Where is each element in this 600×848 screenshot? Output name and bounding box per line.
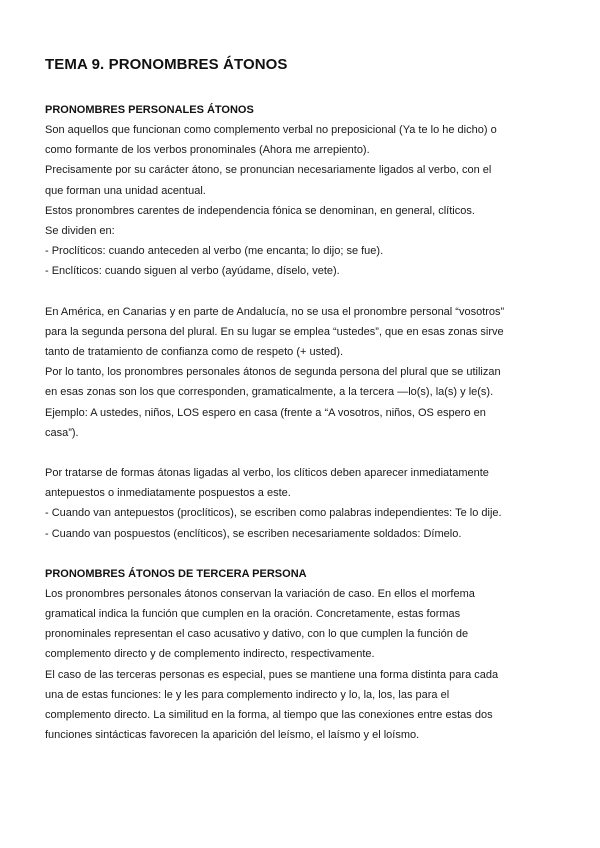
section-heading-tercera-persona: PRONOMBRES ÁTONOS DE TERCERA PERSONA — [45, 567, 307, 580]
text-line: El caso de las terceras personas es especial, pues se mantiene una forma distinta para cada — [45, 668, 499, 681]
section-heading-personales-atonos: PRONOMBRES PERSONALES ÁTONOS — [45, 104, 254, 116]
paragraph-spacer — [45, 282, 565, 302]
text-line: casa”). — [45, 426, 79, 439]
text-line: Los pronombres personales átonos conservan la variación de caso. En ellos el morfema — [45, 587, 475, 600]
text-line: complemento directo y de complemento indirecto, respectivamente. — [45, 648, 375, 661]
text-line: funciones sintácticas favorecen la aparición del leísmo, el laísmo y el loísmo. — [45, 729, 420, 742]
text-line: que forman una unidad acentual. — [45, 184, 206, 197]
text-line: complemento directo. La similitud en la forma, al tiempo que las conexiones entre estas dos — [45, 709, 493, 722]
text-line: Son aquellos que funcionan como complemento verbal no preposicional (Ya te lo he dicho) o — [45, 124, 497, 136]
text-line: Se dividen en: — [45, 225, 115, 238]
text-line: en esas zonas son los que corresponden, gramaticalmente, a la tercera —lo(s), la(s) y le(s). — [45, 386, 494, 399]
text-line: antepuestos o inmediatamente pospuestos a este. — [45, 487, 291, 500]
text-line: una de estas funciones: le y les para complemento indirecto y lo, la, los, las para el — [45, 688, 450, 701]
text-line: En América, en Canarias y en parte de Andalucía, no se usa el pronombre personal “vosotros” — [45, 305, 505, 318]
text-line: Por tratarse de formas átonas ligadas al verbo, los clíticos deben aparecer inmediatamente — [45, 467, 489, 480]
document-body — [45, 100, 565, 745]
text-line: - Cuando van pospuestos (enclíticos), se escriben necesariamente soldados: Dímelo. — [45, 527, 462, 540]
page-title: TEMA 9. PRONOMBRES ÁTONOS — [45, 56, 288, 73]
text-line: Precisamente por su carácter átono, se pronuncian necesariamente ligados al verbo, con el — [45, 164, 492, 177]
paragraph-spacer — [45, 443, 565, 463]
text-line: pronominales representan el caso acusativo y dativo, con lo que cumplen la función de — [45, 628, 469, 641]
text-line: Por lo tanto, los pronombres personales átonos de segunda persona del plural que se utilizan — [45, 366, 501, 379]
paragraph-spacer — [45, 544, 565, 564]
paragraph-america-ustedes — [45, 302, 565, 443]
text-line: para la segunda persona del plural. En su lugar se emplea “ustedes”, que en esas zonas sirve — [45, 325, 504, 338]
text-line: gramatical indica la función que cumplen en la oración. Concretamente, estas formas — [45, 608, 461, 621]
paragraph-cliticos-posicion — [45, 463, 565, 544]
text-line: - Proclíticos: cuando anteceden al verbo (me encanta; lo dijo; se fue). — [45, 245, 384, 258]
paragraph-personales-atonos — [45, 120, 565, 282]
text-line: - Enclíticos: cuando siguen al verbo (ayúdame, díselo, vete). — [45, 265, 340, 278]
text-line: Estos pronombres carentes de independencia fónica se denominan, en general, clíticos. — [45, 204, 475, 217]
text-line: como formante de los verbos pronominales (Ahora me arrepiento). — [45, 144, 370, 157]
text-line: - Cuando van antepuestos (proclíticos), se escriben como palabras independientes: Te lo dije. — [45, 507, 502, 520]
paragraph-tercera-persona — [45, 584, 565, 746]
text-line: tanto de tratamiento de confianza como de respeto (+ usted). — [45, 346, 344, 359]
text-line: Ejemplo: A ustedes, niños, LOS espero en casa (frente a “A vosotros, niños, OS espero en — [45, 406, 486, 419]
